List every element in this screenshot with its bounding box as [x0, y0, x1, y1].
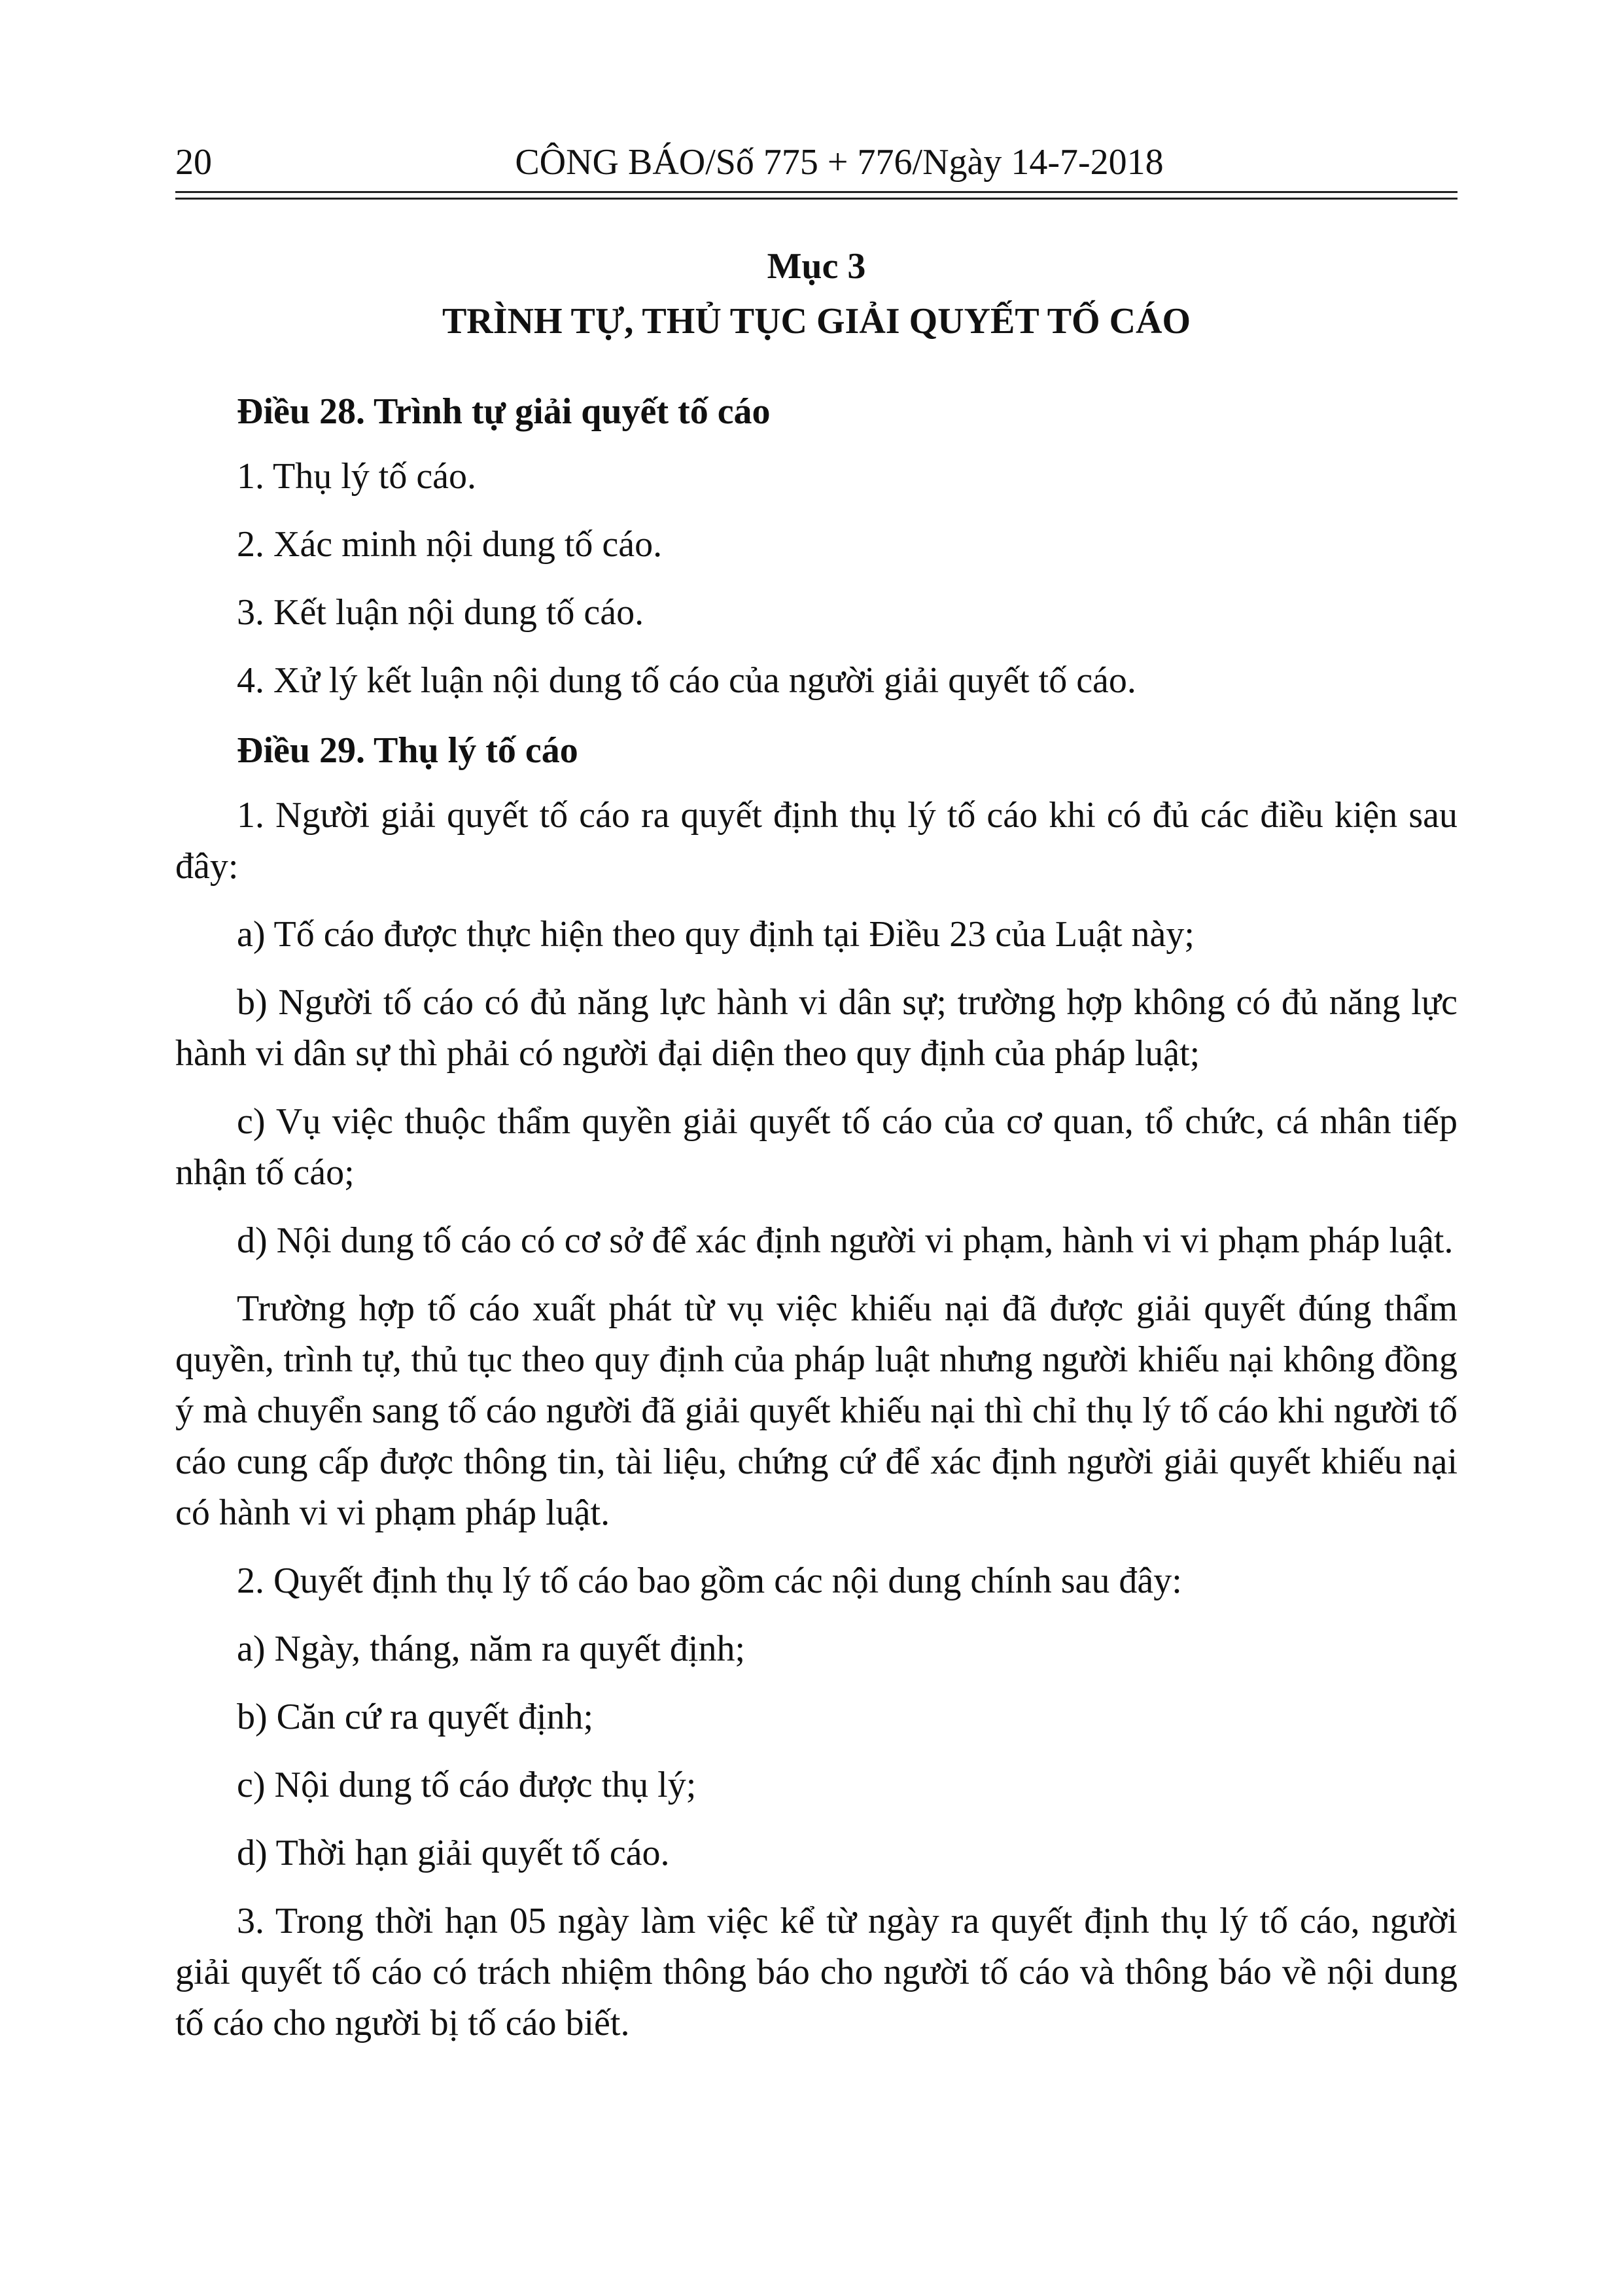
article-29-paragraph: c) Vụ việc thuộc thẩm quyền giải quyết tố cáo của cơ quan, tổ chức, cá nhân tiếp nhận tố cáo; [175, 1101, 1457, 1193]
article-29-paragraph: c) Nội dung tố cáo được thụ lý; [237, 1765, 697, 1805]
gazette-header-title: CÔNG BÁO/Số 775 + 776/Ngày 14-7-2018 [515, 142, 1164, 183]
header-rule-top [175, 191, 1457, 193]
article-29-paragraph: 3. Trong thời hạn 05 ngày làm việc kể từ ngày ra quyết định thụ lý tố cáo, người giải quyết tố cáo có trách nhiệm thông báo cho người tố cáo và thông báo về nội dung tố cáo cho người bị tố cáo biết. [175, 1901, 1457, 2043]
article-29-paragraph: b) Người tố cáo có đủ năng lực hành vi dân sự; trường hợp không có đủ năng lực hành vi dân sự thì phải có người đại diện theo quy định của pháp luật; [175, 982, 1457, 1074]
document-body [175, 239, 1457, 2066]
article-29-paragraph: 2. Quyết định thụ lý tố cáo bao gồm các nội dung chính sau đây: [237, 1561, 1182, 1601]
page-number: 20 [175, 142, 212, 183]
article-28-item: 4. Xử lý kết luận nội dung tố cáo của người giải quyết tố cáo. [237, 660, 1136, 701]
article-29-paragraph: a) Ngày, tháng, năm ra quyết định; [237, 1629, 746, 1669]
article-29-paragraph: d) Nội dung tố cáo có cơ sở để xác định người vi phạm, hành vi vi phạm pháp luật. [237, 1220, 1454, 1261]
article-29-paragraph: a) Tố cáo được thực hiện theo quy định tại Điều 23 của Luật này; [237, 914, 1195, 955]
section-label: Mục 3 [767, 246, 866, 287]
article-28-item: 3. Kết luận nội dung tố cáo. [237, 592, 644, 633]
header-rule-bottom [175, 198, 1457, 200]
article-28-item: 2. Xác minh nội dung tố cáo. [237, 524, 663, 565]
article-29-paragraph: b) Căn cứ ra quyết định; [237, 1697, 594, 1737]
article-28-item: 1. Thụ lý tố cáo. [237, 456, 477, 497]
article-28-heading: Điều 28. Trình tự giải quyết tố cáo [237, 391, 771, 432]
article-29-paragraph: d) Thời hạn giải quyết tố cáo. [237, 1833, 670, 1873]
article-29-paragraph: Trường hợp tố cáo xuất phát từ vụ việc khiếu nại đã được giải quyết đúng thẩm quyền, trình tự, thủ tục theo quy định của pháp luật nhưng người khiếu nại không đồng ý mà chuyển sang tố cáo người đã giải quyết khiếu nại thì chỉ thụ lý tố cáo khi người tố cáo cung cấp được thông tin, tài liệu, chứng cứ để xác định người giải quyết khiếu nại có hành vi vi phạm pháp luật. [175, 1288, 1457, 1533]
article-29-heading: Điều 29. Thụ lý tố cáo [237, 730, 578, 771]
article-29-paragraph: 1. Người giải quyết tố cáo ra quyết định thụ lý tố cáo khi có đủ các điều kiện sau đây: [175, 795, 1457, 887]
section-title: TRÌNH TỰ, THỦ TỤC GIẢI QUYẾT TỐ CÁO [442, 301, 1191, 342]
page-header [175, 136, 1457, 188]
